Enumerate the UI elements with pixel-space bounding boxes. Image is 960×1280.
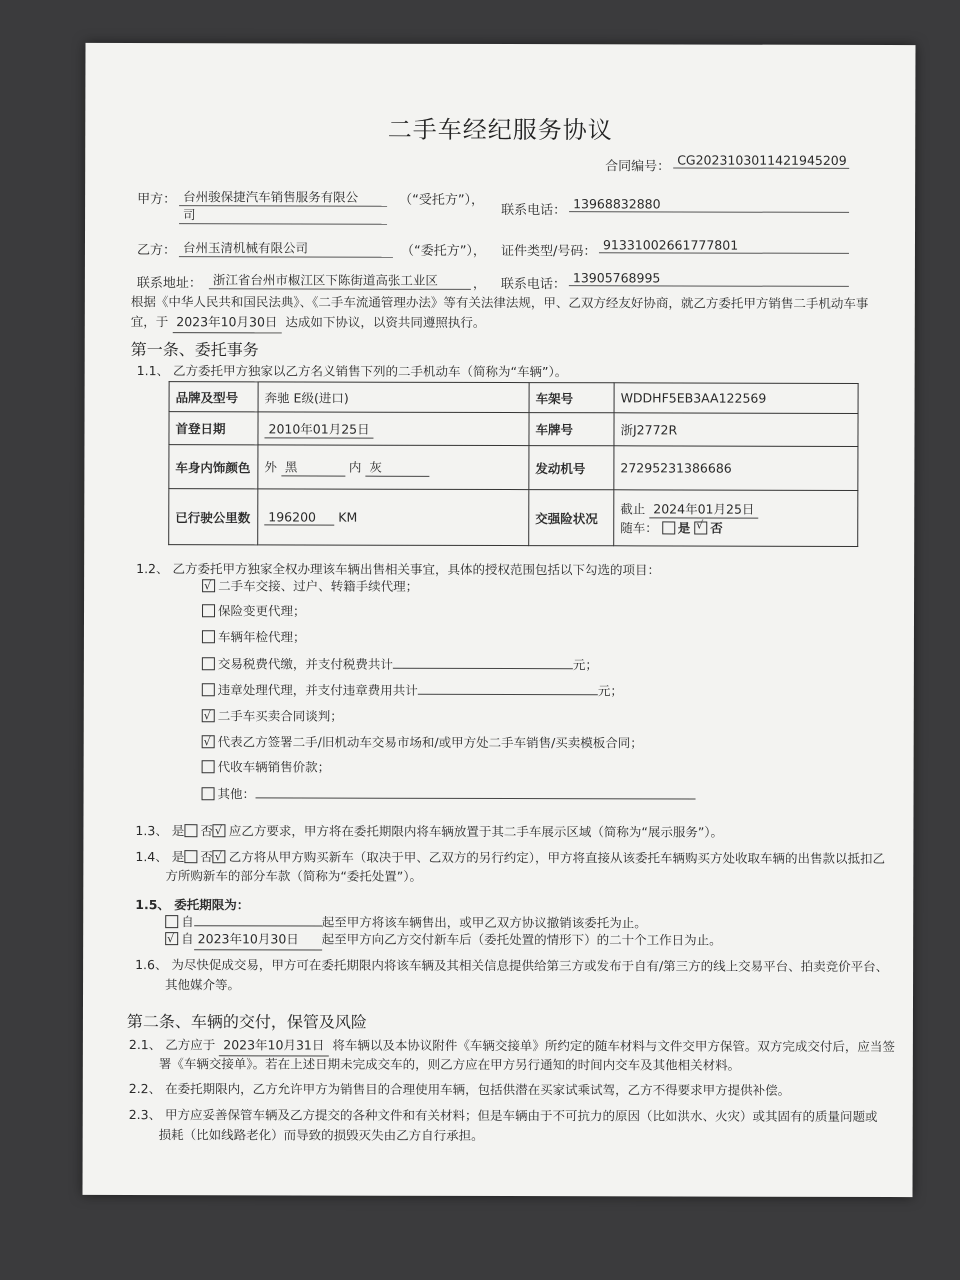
option-checkbox[interactable] bbox=[202, 787, 215, 800]
term-b-text: 起至甲方向乙方交付新车后（委托处置的情形下）的二十个工作日为止。 bbox=[321, 931, 722, 948]
clause-1-4-yes-label: 是 bbox=[171, 849, 185, 865]
term-a-text: 起至甲方将该车辆售出，或甲乙双方协议撤销该委托为止。 bbox=[321, 914, 647, 931]
section-2-title: 第二条、车辆的交付，保管及风险 bbox=[126, 1012, 367, 1032]
contract-no-value: CG2023103011421945209 bbox=[673, 152, 849, 168]
term-b-from: 自 bbox=[181, 931, 194, 947]
vin-label: 车架号 bbox=[529, 383, 614, 413]
option-item bbox=[202, 601, 306, 621]
clause-2-1-a: 乙方应于 bbox=[165, 1037, 216, 1053]
contract-page bbox=[82, 43, 915, 1197]
option-label: 交易税费代缴，并支付税费共计 bbox=[217, 656, 393, 672]
option-item bbox=[202, 679, 623, 701]
vin-value: WDDHF5EB3AA122569 bbox=[614, 383, 858, 414]
clause-2-3-line2: 损耗（比如线路老化）而导致的损毁灭失由乙方自行承担。 bbox=[158, 1127, 484, 1143]
clause-1-5-title: 1.5、 委托期限为： bbox=[135, 897, 250, 913]
table-row bbox=[169, 489, 858, 547]
clause-1-3-yes-checkbox[interactable] bbox=[184, 824, 197, 837]
party-a-name-1: 台州骏保捷汽车销售服务有限公 bbox=[179, 187, 387, 207]
option-checkbox[interactable] bbox=[202, 709, 215, 722]
option-blank bbox=[418, 680, 598, 695]
option-blank bbox=[255, 783, 695, 799]
party-a-name-2: 司 bbox=[179, 205, 387, 225]
with-car-yes-label: 是 bbox=[677, 520, 691, 536]
preamble-line2-end: 达成如下协议，以资共同遵照执行。 bbox=[285, 314, 486, 330]
document-title: 二手车经纪服务协议 bbox=[387, 115, 613, 145]
mileage-value: 196200 bbox=[264, 509, 334, 525]
table-row bbox=[169, 412, 858, 447]
address-value: 浙江省台州市椒江区下陈街道高张工业区 bbox=[209, 270, 471, 290]
mileage-cell bbox=[258, 489, 529, 546]
clause-1-3 bbox=[135, 821, 723, 843]
option-checkbox[interactable] bbox=[202, 760, 215, 773]
party-b-id: 91331002661777801 bbox=[599, 237, 849, 254]
option-label: 二手车交接、过户、转籍手续代理； bbox=[218, 578, 419, 594]
option-checkbox[interactable] bbox=[202, 683, 215, 696]
preamble-line2-start: 宜，于 bbox=[130, 314, 169, 330]
option-checkbox[interactable] bbox=[202, 579, 215, 592]
option-item bbox=[202, 757, 331, 777]
option-item bbox=[202, 783, 696, 805]
reg-date-label: 首登日期 bbox=[169, 412, 258, 445]
clause-1-4-no-label: 否 bbox=[200, 849, 213, 865]
option-label: 车辆年检代理； bbox=[217, 629, 306, 645]
option-item bbox=[202, 706, 343, 726]
outer-color-label: 外 bbox=[264, 459, 277, 475]
address-comma: ， bbox=[472, 276, 486, 292]
clause-1-3-num: 1.3、 bbox=[135, 823, 168, 839]
engine-value: 27295231386686 bbox=[614, 446, 858, 491]
section-1-title: 第一条、委托事务 bbox=[130, 340, 259, 360]
option-blank bbox=[393, 654, 573, 669]
preamble-line1: 根据《中华人民共和国民法典》、《二手车流通管理办法》等有关法律法规，甲、乙双方经友好协商，就乙方委托甲方销售二手机动车事 bbox=[130, 294, 869, 311]
clause-1-4-no-checkbox[interactable] bbox=[213, 850, 226, 863]
insurance-until-value: 2024年01月25日 bbox=[649, 499, 758, 518]
clause-1-1: 1.1、 乙方委托甲方独家以乙方名义销售下列的二手机动车（简称为“车辆”）。 bbox=[136, 363, 568, 380]
clause-2-1-num: 2.1、 bbox=[128, 1037, 162, 1053]
party-a-phone: 13968832880 bbox=[569, 196, 849, 213]
option-item bbox=[202, 653, 598, 675]
clause-1-5-b bbox=[165, 929, 722, 951]
with-car-label: 随车： bbox=[620, 520, 658, 536]
with-car-yes-checkbox[interactable] bbox=[662, 521, 675, 534]
mileage-unit: KM bbox=[338, 509, 358, 525]
option-item bbox=[202, 576, 418, 597]
outer-color-value: 黑 bbox=[281, 457, 345, 476]
clause-2-2: 2.2、 在委托期限内，乙方允许甲方为销售目的合理使用车辆，包括供潜在买家试乘试驾，乙方不得要求甲方提供补偿。 bbox=[128, 1081, 791, 1098]
party-a-role: （“受托方”）， bbox=[399, 192, 485, 208]
inner-color-value: 灰 bbox=[365, 458, 429, 477]
clause-2-1-line2: 署《车辆交接单》。若在上述日期未完成交车的，则乙方应在甲方另行通知的时间内交车及其他相关材料。 bbox=[158, 1056, 741, 1073]
delivery-date: 2023年10月31日 bbox=[219, 1035, 328, 1056]
term-b-checkbox[interactable] bbox=[165, 932, 178, 945]
party-a-phone-label: 联系电话： bbox=[501, 203, 567, 219]
clause-1-3-no-checkbox[interactable] bbox=[213, 824, 226, 837]
mileage-label: 已行驶公里数 bbox=[169, 489, 258, 545]
term-a-from: 自 bbox=[181, 914, 194, 930]
table-row bbox=[169, 445, 858, 491]
clause-1-6-line2: 其他媒介等。 bbox=[165, 977, 241, 993]
clause-2-1-b: 将车辆以及本协议附件《车辆交接单》所约定的随车材料与文件交甲方保管。双方完成交付后，应当签 bbox=[332, 1037, 895, 1055]
party-b-label: 乙方： bbox=[136, 243, 177, 259]
address-label: 联系地址： bbox=[136, 276, 202, 292]
party-b-phone-label: 联系电话： bbox=[500, 277, 566, 293]
option-label: 二手车买卖合同谈判； bbox=[217, 708, 343, 724]
contract-no-label: 合同编号： bbox=[605, 159, 671, 175]
clause-1-2: 1.2、 乙方委托甲方独家全权办理该车辆出售相关事宜，具体的授权范围包括以下勾选的项目： bbox=[136, 561, 661, 578]
option-item bbox=[202, 627, 306, 647]
party-b-role: （“委托方”）， bbox=[400, 243, 486, 259]
term-a-checkbox[interactable] bbox=[165, 915, 178, 928]
vehicle-table bbox=[168, 381, 858, 547]
clause-1-3-yes-label: 是 bbox=[171, 823, 185, 839]
agreement-date: 2023年10月30日 bbox=[172, 312, 281, 333]
clause-1-4-yes-checkbox[interactable] bbox=[184, 850, 197, 863]
insurance-label: 交强险状况 bbox=[529, 490, 614, 546]
with-car-no-label: 否 bbox=[710, 520, 723, 536]
insurance-cell bbox=[614, 490, 858, 547]
color-label: 车身内饰颜色 bbox=[169, 445, 258, 489]
reg-date-value: 2010年01月25日 bbox=[264, 419, 373, 438]
option-label: 代收车辆销售价款； bbox=[217, 759, 331, 775]
option-label: 保险变更代理； bbox=[218, 603, 306, 619]
clause-1-4-line2: 方所购新车的部分车款（简称为“委托处置”）。 bbox=[165, 868, 423, 884]
plate-label: 车牌号 bbox=[529, 413, 614, 446]
option-label: 违章处理代理，并支付违章费用共计 bbox=[217, 682, 418, 698]
clause-1-3-no-label: 否 bbox=[200, 823, 213, 839]
party-b-phone: 13905768995 bbox=[569, 270, 849, 287]
option-checkbox[interactable] bbox=[202, 735, 215, 748]
option-suffix: 元； bbox=[572, 657, 598, 673]
clause-1-3-text: 应乙方要求，甲方将在委托期限内将车辆放置于其二手车展示区域（简称为“展示服务”）。 bbox=[228, 823, 724, 840]
brand-value: 奔驰 E级(进口) bbox=[258, 382, 529, 413]
insurance-until-line bbox=[620, 499, 851, 519]
option-item bbox=[202, 732, 643, 753]
party-b-id-label: 证件类型/号码： bbox=[500, 244, 597, 260]
clause-1-4-line1: 乙方将从甲方购买新车（取决于甲、乙双方的另行约定），甲方将直接从该委托车辆购买方处收取车辆的出售款以抵扣乙 bbox=[228, 849, 886, 867]
party-a-label: 甲方： bbox=[137, 192, 177, 208]
color-cell bbox=[258, 445, 529, 490]
option-checkbox[interactable] bbox=[202, 657, 215, 670]
party-b-name: 台州玉清机械有限公司 bbox=[179, 238, 393, 258]
reg-date-cell bbox=[258, 412, 529, 446]
plate-value: 浙J2772R bbox=[614, 413, 858, 447]
table-row bbox=[169, 382, 858, 414]
option-checkbox[interactable] bbox=[202, 630, 215, 643]
clause-1-6-line1: 1.6、 为尽快促成交易，甲方可在委托期限内将该车辆及其相关信息提供给第三方或发布于自有/第三方的线上交易平台、拍卖竞价平台、 bbox=[135, 957, 889, 975]
insurance-until-label: 截止 bbox=[620, 501, 646, 517]
preamble-line2 bbox=[131, 312, 486, 334]
engine-label: 发动机号 bbox=[529, 446, 614, 490]
option-label: 代表乙方签署二手/旧机动车交易市场和/或甲方处二手车销售/买卖模板合同； bbox=[217, 734, 643, 751]
option-checkbox[interactable] bbox=[202, 604, 215, 617]
with-car-line bbox=[620, 518, 851, 537]
term-b-date: 2023年10月30日 bbox=[194, 929, 322, 950]
option-suffix: 元； bbox=[597, 683, 623, 699]
term-a-date bbox=[194, 911, 322, 926]
clause-2-3-line1: 2.3、 甲方应妥善保管车辆及乙方提交的各种文件和有关材料；但是车辆由于不可抗力的原因（比如洪水、火灾）或其固有的质量问题或 bbox=[128, 1107, 878, 1124]
clause-1-4-num: 1.4、 bbox=[135, 849, 168, 865]
brand-label: 品牌及型号 bbox=[169, 382, 258, 412]
inner-color-label: 内 bbox=[348, 459, 362, 475]
option-label: 其他： bbox=[217, 786, 256, 802]
with-car-no-checkbox[interactable] bbox=[694, 522, 707, 535]
